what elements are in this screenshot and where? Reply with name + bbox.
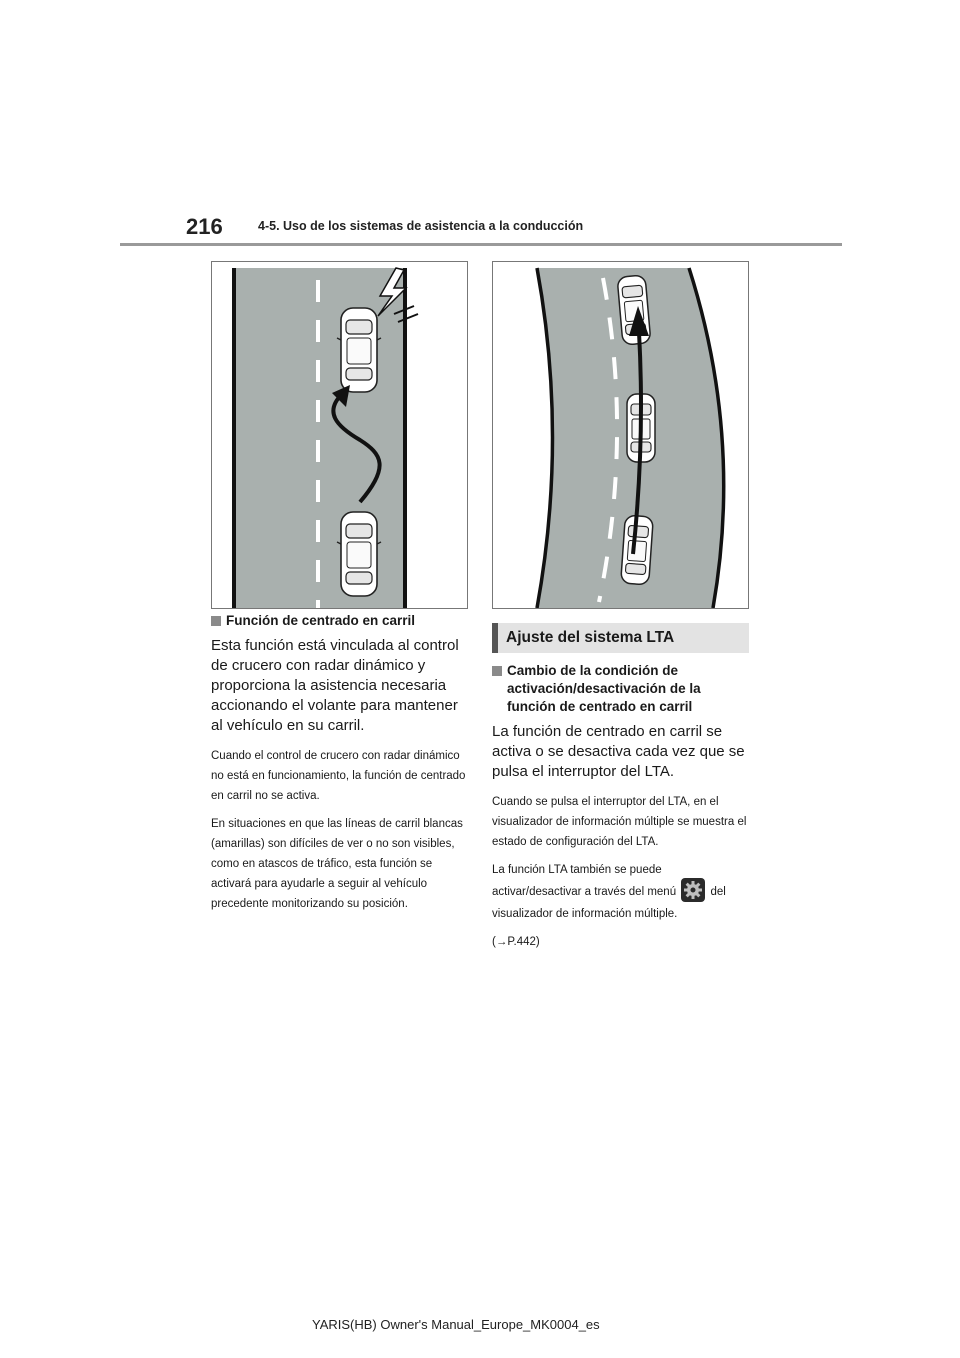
lta-settings-heading: Ajuste del sistema LTA [492,623,749,653]
car-rear [337,512,381,596]
note-paragraph-1: Cuando se pulsa el interruptor del LTA, en el visualizador de información múltiple se muestra el estado de configuración del LTA. [492,796,747,848]
subheading-toggle-condition [492,662,752,716]
square-bullet-icon [492,666,502,676]
page-number: 216 [186,214,223,239]
manual-footer: YARIS(HB) Owner's Manual_Europe_MK0004_es [312,1317,600,1332]
section-title: 4-5. Uso de los sistemas de asistencia a la conducción [258,219,584,233]
subheading-text: Cambio de la condición de activación/desactivación de la función de centrado en carril [507,663,701,714]
note-text-a: La función LTA también se puede activar/desactivar a través del menú [492,864,677,899]
gear-icon [681,878,705,902]
car-front [337,308,381,392]
lane-centering-figure [492,261,749,609]
header-rule [120,243,842,246]
note-text-b: del visualizador de información múltiple. [492,886,726,920]
right-column [492,662,752,960]
note-paragraph-2 [492,860,752,924]
left-column [211,612,471,922]
note-paragraph-2: En situaciones en que las líneas de carril blancas (amarillas) son difíciles de ver o no son visibles, como en atascos de tráfico, esta función se activará para ayudarle a seguir al vehículo precedente monitorizando su posición. [211,818,463,910]
subheading-lane-centering [211,612,471,630]
lane-weaving-figure [211,261,468,609]
note-paragraph-1: Cuando el control de crucero con radar dinámico no está en funcionamiento, la función de centrado en carril no se activa. [211,750,466,802]
page-reference-link[interactable]: (→P.442) [492,936,540,948]
car-lane-centering-curve-illustration [493,262,748,608]
intro-paragraph: La función de centrado en carril se activa o se desactiva cada vez que se pulsa el interruptor del LTA. [492,723,745,780]
car-weaving-lane-illustration [212,262,467,608]
square-bullet-icon [211,616,221,626]
subheading-text: Función de centrado en carril [226,613,416,628]
intro-paragraph: Esta función está vinculada al control de crucero con radar dinámico y proporciona la asistencia necesaria accionando el volante para mantener al vehículo en su carril. [211,637,459,734]
